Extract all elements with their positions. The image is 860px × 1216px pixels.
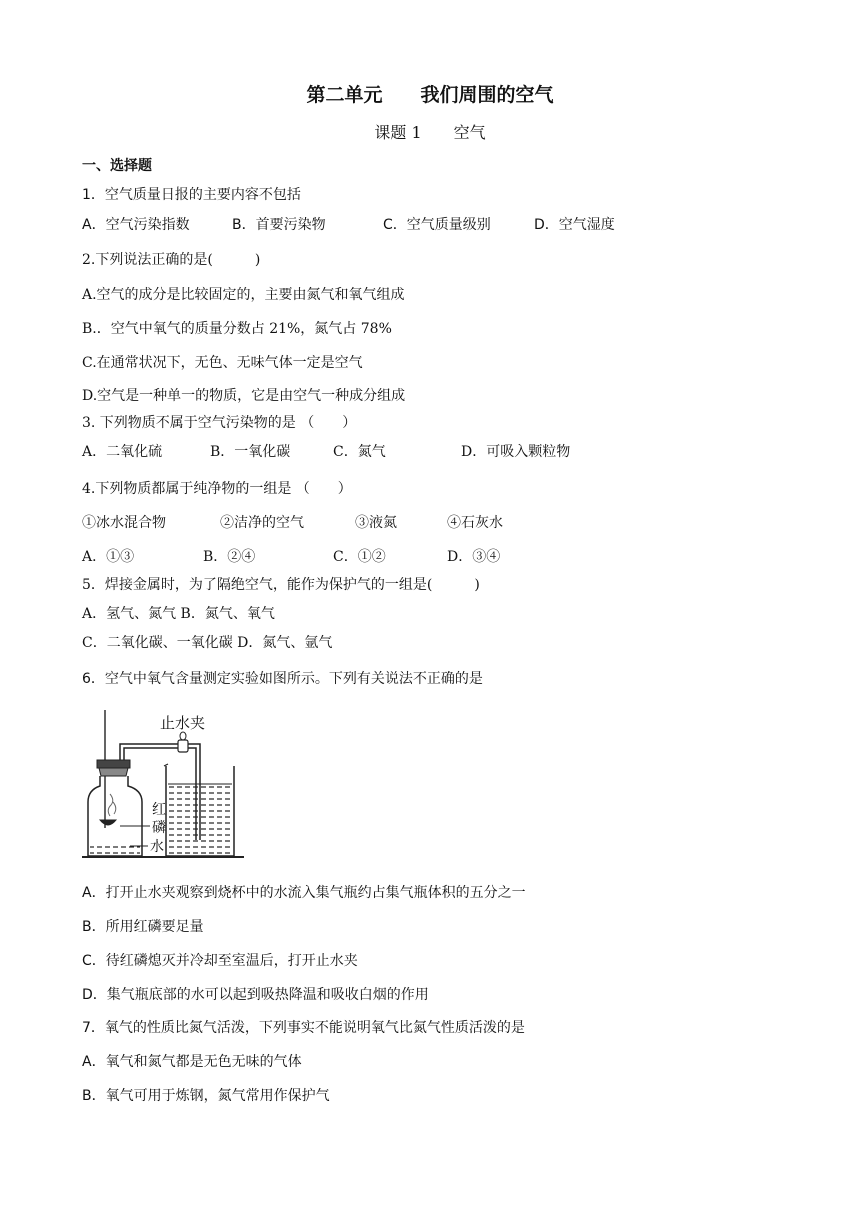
q4-item-4: ④石灰水 [447,515,503,531]
q1-option-d: D．空气湿度 [534,217,615,233]
q2-option-d: D.空气是一种单一的物质，它是由空气一种成分组成 [82,388,406,404]
q4-option-c: C．①② [333,549,386,565]
q4-option-d: D．③④ [447,549,501,565]
q1-option-b: B．首要污染物 [232,217,326,233]
q6-option-b: B．所用红磷要足量 [82,919,204,935]
q2-option-c: C.在通常状况下，无色、无味气体一定是空气 [82,355,363,371]
q3-option-c: C．氮气 [333,444,386,460]
page-title: 第二单元 我们周围的空气 [306,84,554,106]
q6-option-a: A．打开止水夹观察到烧杯中的水流入集气瓶约占集气瓶体积的五分之一 [82,885,526,901]
lesson-subtitle: 课题 1 空气 [374,123,486,142]
q4-option-a: A．①③ [82,549,135,565]
q4-stem: 4.下列物质都属于纯净物的一组是 （ ） [82,481,352,497]
q3-option-a: A．二氧化硫 [82,444,163,460]
q3-option-b: B．一氧化碳 [210,444,291,460]
q6-option-d: D．集气瓶底部的水可以起到吸热降温和吸收白烟的作用 [82,987,429,1003]
q1-stem: 1．空气质量日报的主要内容不包括 [82,187,301,203]
q3-option-d: D．可吸入颗粒物 [461,444,571,460]
figure-label-red-2: 磷 [152,820,166,836]
q6-option-c: C．待红磷熄灭并冷却至室温后，打开止水夹 [82,953,358,969]
q6-stem: 6．空气中氧气含量测定实验如图所示。下列有关说法不正确的是 [82,671,483,687]
figure-label-water: 水 [150,839,164,855]
q1-option-a: A．空气污染指数 [82,217,190,233]
q5-stem: 5．焊接金属时，为了隔绝空气，能作为保护气的一组是( ) [82,577,480,593]
q7-option-a: A．氧气和氮气都是无色无味的气体 [82,1054,302,1070]
q1-option-c: C．空气质量级别 [383,217,491,233]
q2-stem: 2.下列说法正确的是( ) [82,252,261,268]
figure-label-clamp: 止水夹 [160,714,206,732]
oxygen-experiment-figure [80,706,270,864]
q5-options-cd: C．二氧化碳、一氧化碳 D．氮气、氩气 [82,635,333,651]
section-heading: 一、选择题 [82,158,152,174]
q7-option-b: B．氧气可用于炼钢，氮气常用作保护气 [82,1088,330,1104]
q4-item-1: ①冰水混合物 [82,515,166,531]
q2-option-b: B.．空气中氧气的质量分数占 21%，氮气占 78% [82,321,392,337]
q5-options-ab: A．氢气、氮气 B．氮气、氧气 [82,606,275,622]
q7-stem: 7．氧气的性质比氮气活泼，下列事实不能说明氧气比氮气性质活泼的是 [82,1020,525,1036]
q4-option-b: B．②④ [203,549,256,565]
q3-stem: 3. 下列物质不属于空气污染物的是 （ ） [82,415,357,431]
q4-item-2: ②洁净的空气 [220,515,304,531]
q4-item-3: ③液氮 [355,515,397,531]
q2-option-a: A.空气的成分是比较固定的，主要由氮气和氧气组成 [82,287,405,303]
figure-label-red-1: 红 [152,802,166,818]
